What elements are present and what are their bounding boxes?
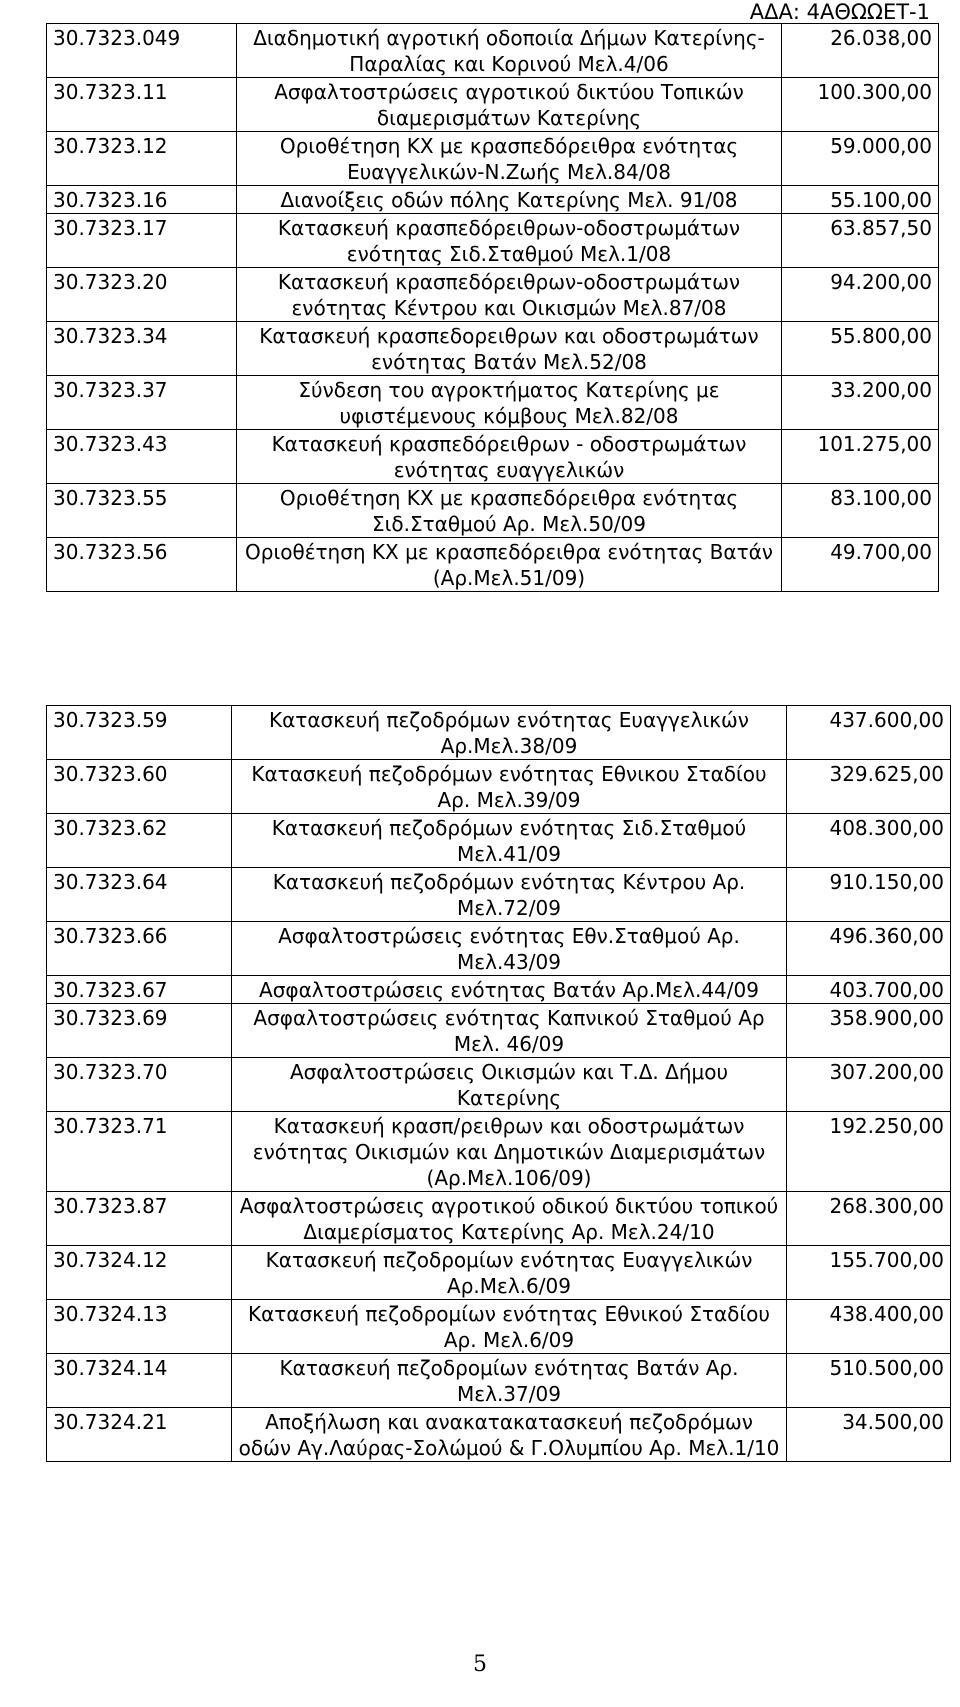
budget-table-upper — [46, 23, 939, 592]
budget-code-cell: 30.7323.56 — [47, 538, 237, 592]
budget-code-cell: 30.7324.13 — [47, 1300, 232, 1354]
budget-amount-cell: 83.100,00 — [782, 484, 939, 538]
budget-code-cell: 30.7323.55 — [47, 484, 237, 538]
budget-description-cell: Κατασκευή πεζοδρομίων ενότητας Ευαγγελικών Αρ.Μελ.6/09 — [232, 1246, 787, 1300]
page-number: 5 — [473, 1652, 487, 1677]
budget-row — [47, 922, 951, 976]
budget-code-cell: 30.7323.43 — [47, 430, 237, 484]
budget-amount-cell: 59.000,00 — [782, 132, 939, 186]
budget-row — [47, 186, 939, 214]
budget-description-cell: Κατασκευή κρασπεδόρειθρων - οδοστρωμάτων ενότητας ευαγγελικών — [237, 430, 782, 484]
budget-amount-cell: 408.300,00 — [787, 814, 951, 868]
budget-description-cell: Κατασκευή πεζοδρόμων ενότητας Ευαγγελικών Αρ.Μελ.38/09 — [232, 706, 787, 760]
budget-code-cell: 30.7323.049 — [47, 24, 237, 78]
budget-row — [47, 1192, 951, 1246]
budget-amount-cell: 307.200,00 — [787, 1058, 951, 1112]
budget-description-cell: Κατασκευή πεζοδρομίων ενότητας Βατάν Αρ. Μελ.37/09 — [232, 1354, 787, 1408]
budget-code-cell: 30.7324.12 — [47, 1246, 232, 1300]
budget-row — [47, 24, 939, 78]
budget-description-cell: Διανοίξεις οδών πόλης Κατερίνης Μελ. 91/08 — [237, 186, 782, 214]
budget-amount-cell: 268.300,00 — [787, 1192, 951, 1246]
budget-description-cell: Οριοθέτηση ΚΧ με κρασπεδόρειθρα ενότητας Σιδ.Σταθμού Αρ. Μελ.50/09 — [237, 484, 782, 538]
budget-row — [47, 1354, 951, 1408]
budget-row — [47, 1246, 951, 1300]
budget-row — [47, 1058, 951, 1112]
budget-row — [47, 976, 951, 1004]
budget-row — [47, 322, 939, 376]
budget-amount-cell: 192.250,00 — [787, 1112, 951, 1192]
budget-amount-cell: 100.300,00 — [782, 78, 939, 132]
budget-description-cell: Ασφαλτοστρώσεις Οικισμών και Τ.Δ. Δήμου Κατερίνης — [232, 1058, 787, 1112]
budget-amount-cell: 49.700,00 — [782, 538, 939, 592]
budget-description-cell: Σύνδεση του αγροκτήματος Κατερίνης με υφιστέμενους κόμβους Μελ.82/08 — [237, 376, 782, 430]
budget-description-cell: Κατασκευή πεζοδρόμων ενότητας Κέντρου Αρ. Μελ.72/09 — [232, 868, 787, 922]
budget-description-cell: Κατασκευή πεζοδρόμων ενότητας Εθνικου Σταδίου Αρ. Μελ.39/09 — [232, 760, 787, 814]
budget-description-cell: Κατασκευή κρασπ/ρειθρων και οδοστρωμάτων ενότητας Οικισμών και Δημοτικών Διαμερισμάτων (Αρ.Μελ.106/09) — [232, 1112, 787, 1192]
budget-amount-cell: 55.800,00 — [782, 322, 939, 376]
budget-code-cell: 30.7323.70 — [47, 1058, 232, 1112]
budget-code-cell: 30.7324.21 — [47, 1408, 232, 1462]
budget-code-cell: 30.7323.64 — [47, 868, 232, 922]
budget-code-cell: 30.7323.59 — [47, 706, 232, 760]
budget-row — [47, 1408, 951, 1462]
budget-table-lower — [46, 705, 951, 1462]
budget-amount-cell: 94.200,00 — [782, 268, 939, 322]
budget-description-cell: Κατασκευή πεζοδρομίων ενότητας Εθνικού Σταδίου Αρ. Μελ.6/09 — [232, 1300, 787, 1354]
budget-amount-cell: 438.400,00 — [787, 1300, 951, 1354]
document-reference-header: ΑΔΑ: 4ΑΘΩΩΕΤ-1 — [749, 0, 930, 24]
budget-amount-cell: 26.038,00 — [782, 24, 939, 78]
budget-code-cell: 30.7323.71 — [47, 1112, 232, 1192]
budget-code-cell: 30.7323.12 — [47, 132, 237, 186]
budget-description-cell: Ασφαλτοστρώσεις αγροτικού οδικού δικτύου τοπικού Διαμερίσματος Κατερίνης Αρ. Μελ.24/10 — [232, 1192, 787, 1246]
budget-row — [47, 214, 939, 268]
budget-description-cell: Ασφαλτοστρώσεις ενότητας Εθν.Σταθμού Αρ. Μελ.43/09 — [232, 922, 787, 976]
budget-row — [47, 706, 951, 760]
budget-description-cell: Κατασκευή πεζοδρόμων ενότητας Σιδ.Σταθμού Μελ.41/09 — [232, 814, 787, 868]
budget-code-cell: 30.7324.14 — [47, 1354, 232, 1408]
budget-amount-cell: 403.700,00 — [787, 976, 951, 1004]
budget-code-cell: 30.7323.17 — [47, 214, 237, 268]
budget-row — [47, 78, 939, 132]
budget-amount-cell: 34.500,00 — [787, 1408, 951, 1462]
budget-amount-cell: 910.150,00 — [787, 868, 951, 922]
budget-code-cell: 30.7323.11 — [47, 78, 237, 132]
budget-amount-cell: 63.857,50 — [782, 214, 939, 268]
budget-code-cell: 30.7323.16 — [47, 186, 237, 214]
budget-description-cell: Ασφαλτοστρώσεις αγροτικού δικτύου Τοπικών διαμερισμάτων Κατερίνης — [237, 78, 782, 132]
budget-amount-cell: 496.360,00 — [787, 922, 951, 976]
budget-row — [47, 268, 939, 322]
budget-description-cell: Διαδημοτική αγροτική οδοποιία Δήμων Κατερίνης-Παραλίας και Κορινού Μελ.4/06 — [237, 24, 782, 78]
budget-row — [47, 1004, 951, 1058]
budget-code-cell: 30.7323.66 — [47, 922, 232, 976]
budget-row — [47, 868, 951, 922]
budget-amount-cell: 55.100,00 — [782, 186, 939, 214]
budget-amount-cell: 329.625,00 — [787, 760, 951, 814]
budget-row — [47, 538, 939, 592]
budget-amount-cell: 510.500,00 — [787, 1354, 951, 1408]
budget-description-cell: Ασφαλτοστρώσεις ενότητας Καπνικού Σταθμού Αρ Μελ. 46/09 — [232, 1004, 787, 1058]
budget-description-cell: Αποξήλωση και ανακατακατασκευή πεζοδρόμων οδών Αγ.Λαύρας-Σολώμού & Γ.Ολυμπίου Αρ. Μελ.1/10 — [232, 1408, 787, 1462]
budget-description-cell: Κατασκευή κρασπεδόρειθρων-οδοστρωμάτων ενότητας Κέντρου και Οικισμών Μελ.87/08 — [237, 268, 782, 322]
budget-code-cell: 30.7323.60 — [47, 760, 232, 814]
budget-row — [47, 1112, 951, 1192]
budget-code-cell: 30.7323.69 — [47, 1004, 232, 1058]
budget-code-cell: 30.7323.20 — [47, 268, 237, 322]
budget-code-cell: 30.7323.37 — [47, 376, 237, 430]
budget-code-cell: 30.7323.67 — [47, 976, 232, 1004]
budget-row — [47, 484, 939, 538]
budget-amount-cell: 155.700,00 — [787, 1246, 951, 1300]
budget-code-cell: 30.7323.87 — [47, 1192, 232, 1246]
budget-description-cell: Οριοθέτηση ΚΧ με κρασπεδόρειθρα ενότητας Ευαγγελικών-Ν.Ζωής Μελ.84/08 — [237, 132, 782, 186]
budget-amount-cell: 101.275,00 — [782, 430, 939, 484]
budget-row — [47, 814, 951, 868]
budget-row — [47, 1300, 951, 1354]
budget-code-cell: 30.7323.34 — [47, 322, 237, 376]
budget-description-cell: Ασφαλτοστρώσεις ενότητας Βατάν Αρ.Μελ.44/09 — [232, 976, 787, 1004]
budget-code-cell: 30.7323.62 — [47, 814, 232, 868]
budget-amount-cell: 33.200,00 — [782, 376, 939, 430]
budget-row — [47, 376, 939, 430]
budget-description-cell: Κατασκευή κρασπεδορειθρων και οδοστρωμάτων ενότητας Βατάν Μελ.52/08 — [237, 322, 782, 376]
budget-amount-cell: 358.900,00 — [787, 1004, 951, 1058]
budget-description-cell: Κατασκευή κρασπεδόρειθρων-οδοστρωμάτων ενότητας Σιδ.Σταθμού Μελ.1/08 — [237, 214, 782, 268]
budget-amount-cell: 437.600,00 — [787, 706, 951, 760]
budget-row — [47, 760, 951, 814]
budget-description-cell: Οριοθέτηση ΚΧ με κρασπεδόρειθρα ενότητας Βατάν (Αρ.Μελ.51/09) — [237, 538, 782, 592]
budget-row — [47, 430, 939, 484]
budget-row — [47, 132, 939, 186]
